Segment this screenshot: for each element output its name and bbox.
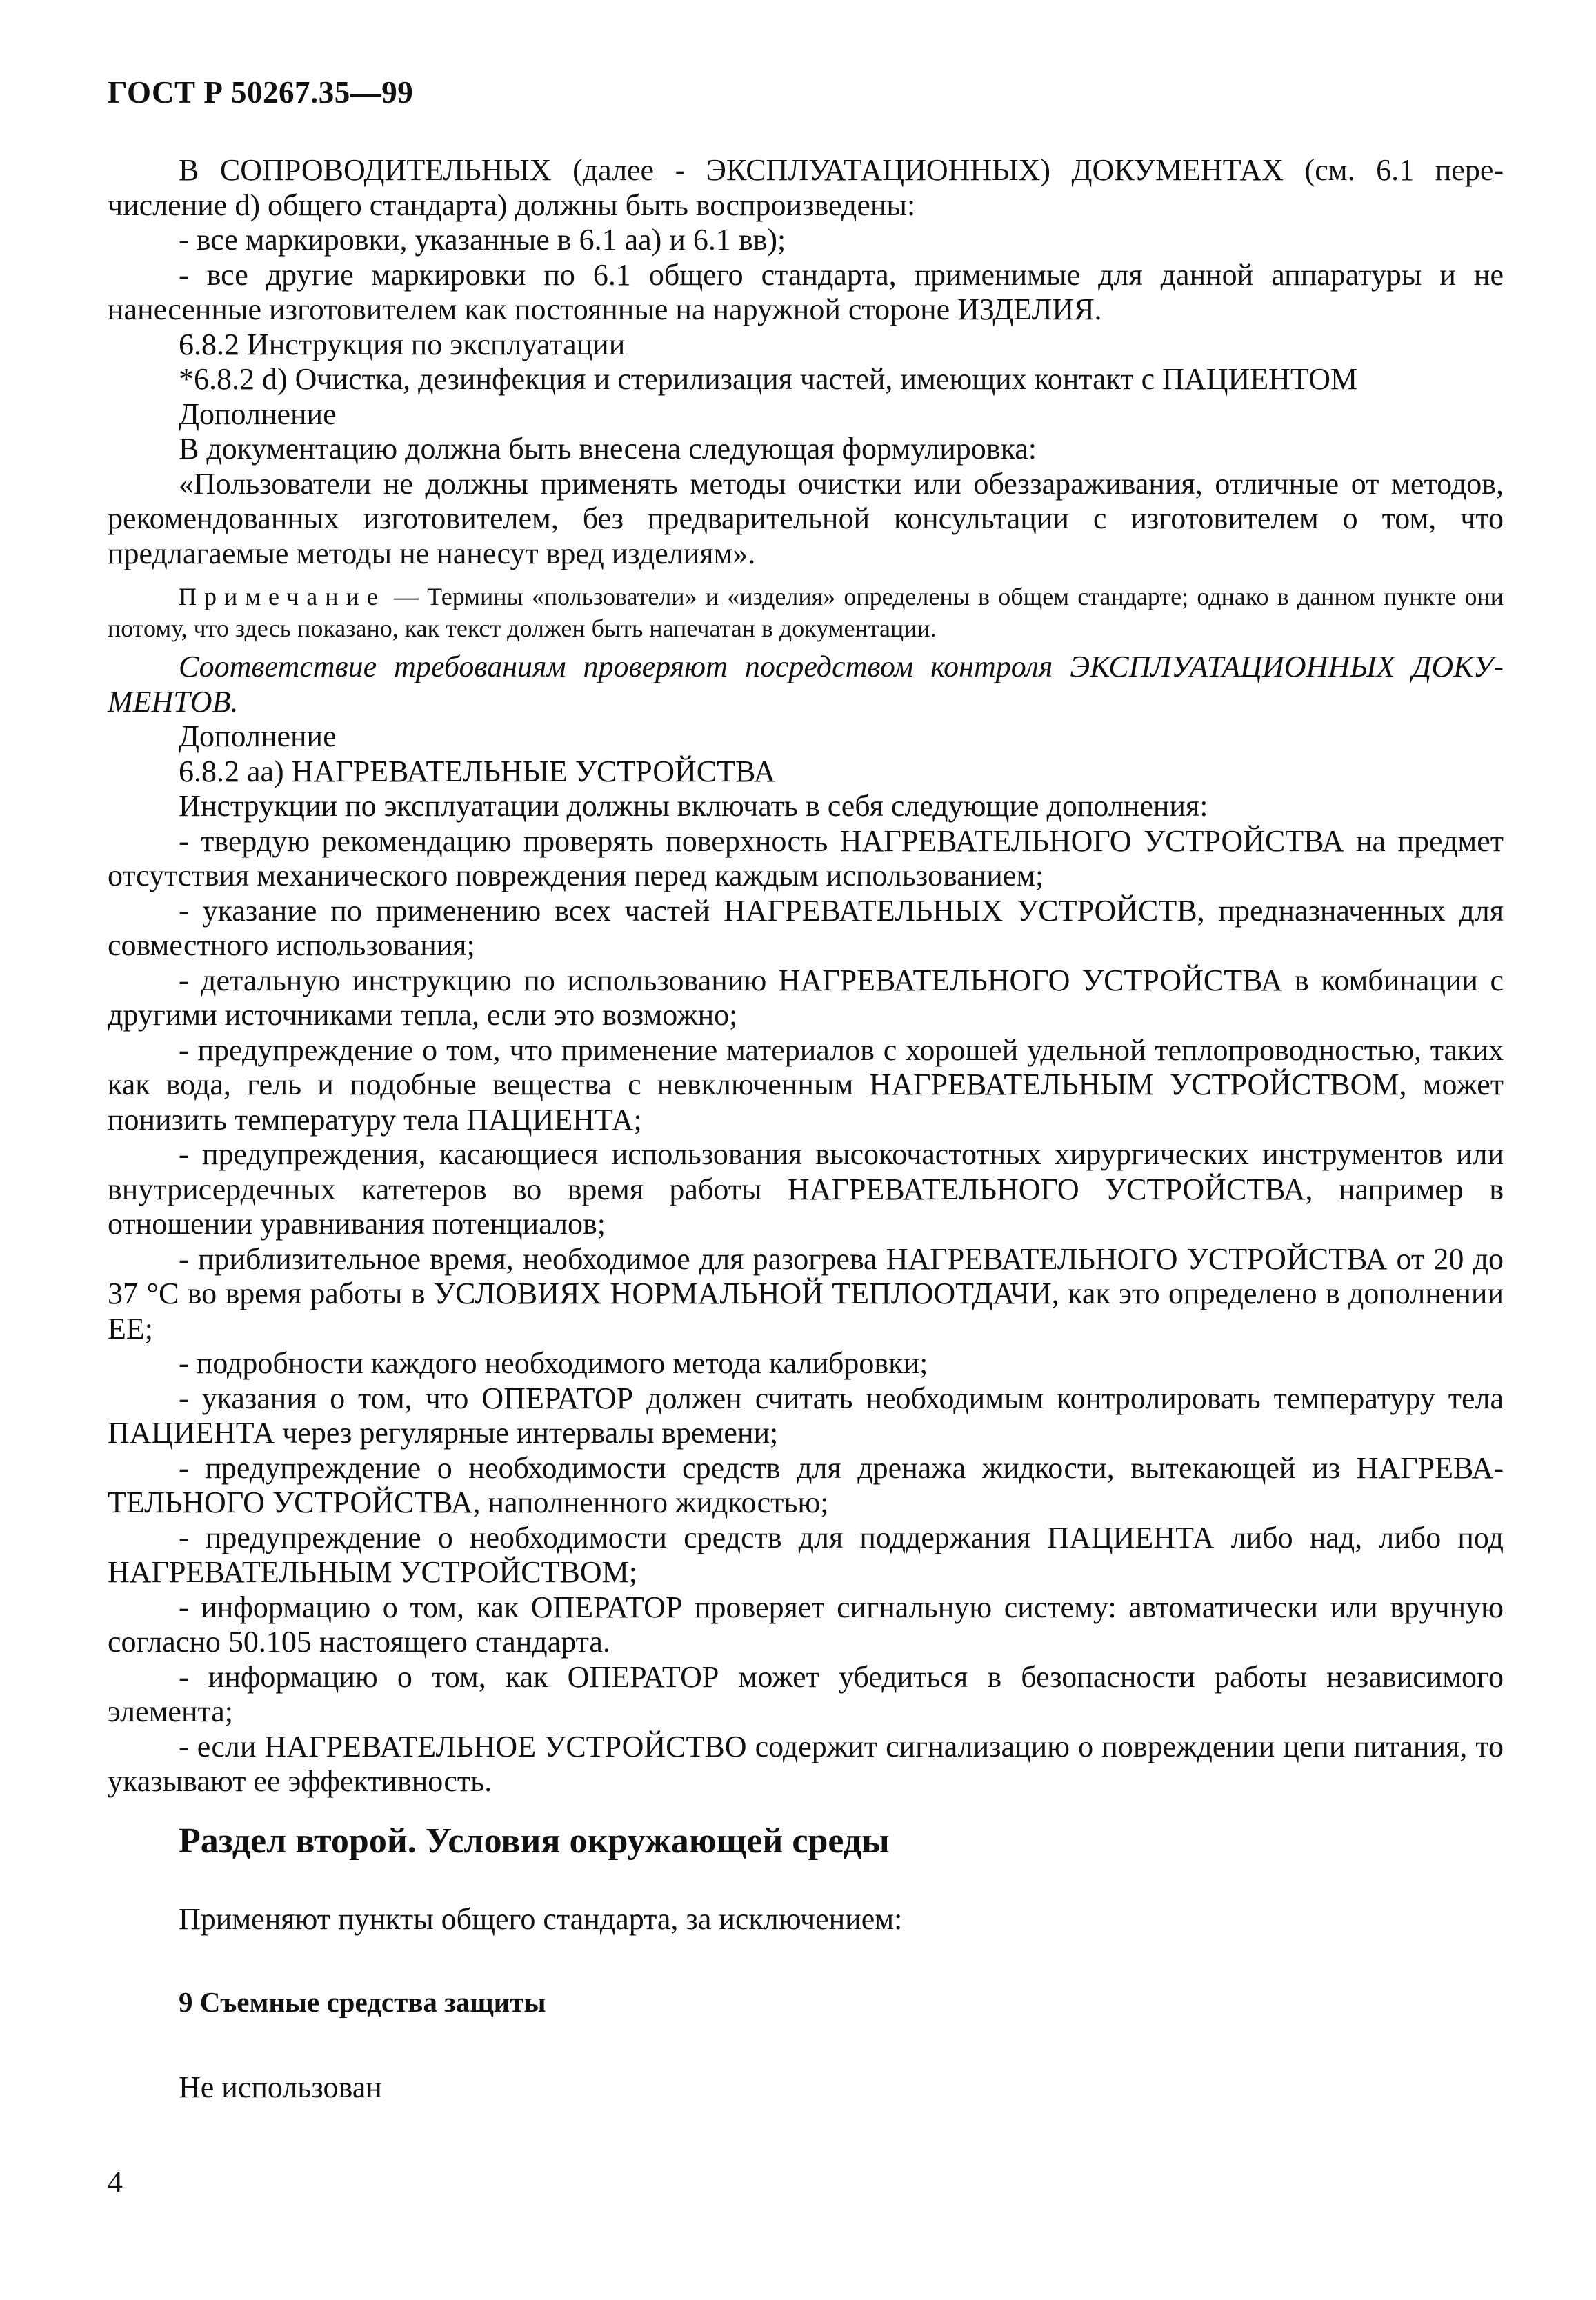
note-label: Примечание [179, 583, 386, 610]
list-item: - детальную инструкцию по использованию НАГРЕВАТЕЛЬНОГО УСТРОЙСТВА в комбинации с другими источниками тепла, если это возможно; [108, 963, 1504, 1032]
list-item: - предупреждения, касающиеся использования высокочастотных хирургических инструментов или внутрисердечных катетеров во время работы НАГРЕВАТЕЛЬНОГО УСТРОЙСТВА, например в отношении уравнивания потенциалов; [108, 1137, 1504, 1241]
paragraph: *6.8.2 d) Очистка, дезинфекция и стерилизация частей, имеющих контакт с ПАЦИЕНТОМ [179, 362, 1358, 396]
paragraph: В СОПРОВОДИТЕЛЬНЫХ (далее - ЭКСПЛУАТАЦИОННЫХ) ДОКУМЕНТАХ (см. 6.1 перечисление d) общего стандарта) должны быть воспроизведены: [108, 153, 1504, 222]
paragraph: «Пользователи не должны применять методы очистки или обеззараживания, отличные от методов, рекомендованных изготовителем, без предварительной консультации с изготовителем о том, что предлагаемые методы не нанесут вред изделиям». [108, 466, 1504, 570]
paragraph: В документацию должна быть внесена следующая формулировка: [179, 432, 1037, 466]
section-title: Раздел второй. Условия окружающей среды [179, 1821, 890, 1861]
document-body [108, 153, 1504, 1799]
list-item: - предупреждение о необходимости средств для дренажа жидкости, вытекающей из НАГРЕВАТЕЛЬНОГО УСТРОЙСТВА, наполненного жидкостью; [108, 1450, 1504, 1519]
list-item: - предупреждение о необходимости средств для поддержания ПАЦИЕНТА либо над, либо под НАГРЕВАТЕЛЬНЫМ УСТРОЙСТВОМ; [108, 1520, 1504, 1589]
list-item: - если НАГРЕВАТЕЛЬНОЕ УСТРОЙСТВО содержит сигнализацию о повреждении цепи питания, то указывают ее эффективность. [108, 1729, 1504, 1798]
list-item: - приблизительное время, необходимое для разогрева НАГРЕВАТЕЛЬНОГО УСТРОЙСТВА от 20 до 37 °С во время работы в УСЛОВИЯХ НОРМАЛЬНОЙ ТЕПЛООТДАЧИ, как это определено в дополнении ЕЕ; [108, 1241, 1504, 1346]
paragraph: Инструкции по эксплуатации должны включать в себя следующие дополнения: [179, 789, 1208, 823]
note [108, 581, 1504, 644]
paragraph: 6.8.2 аа) НАГРЕВАТЕЛЬНЫЕ УСТРОЙСТВА [179, 754, 776, 788]
list-item: - указание по применению всех частей НАГРЕВАТЕЛЬНЫХ УСТРОЙСТВ, предназначенных для совместного использования; [108, 893, 1504, 962]
page-number: 4 [108, 2165, 123, 2199]
compliance-statement: Соответствие требованиям проверяют посредством контроля ЭКСПЛУАТАЦИОННЫХ ДОКУМЕНТОВ. [108, 650, 1504, 719]
list-item: - указания о том, что ОПЕРАТОР должен считать необходимым контролировать температуру тела ПАЦИЕНТА через регулярные интервалы времени; [108, 1381, 1504, 1450]
paragraph: - все другие маркировки по 6.1 общего стандарта, применимые для данной аппаратуры и не нанесенные изготовителем как постоянные на наружной стороне ИЗДЕЛИЯ. [108, 257, 1504, 326]
clause-title: 9 Съемные средства защиты [179, 1986, 546, 2018]
list-item: - подробности каждого необходимого метода калибровки; [179, 1346, 928, 1380]
list-item: - предупреждение о том, что применение материалов с хорошей удельной теплопроводностью, таких как вода, гель и подобные вещества с невключенным НАГРЕВАТЕЛЬНЫМ УСТРОЙСТВОМ, может понизить температуру тела ПАЦИЕНТА; [108, 1032, 1504, 1137]
paragraph: Дополнение [179, 719, 337, 753]
paragraph: Дополнение [179, 397, 337, 431]
standard-header: ГОСТ Р 50267.35—99 [108, 75, 414, 110]
list-item: - твердую рекомендацию проверять поверхность НАГРЕВАТЕЛЬНОГО УСТРОЙСТВА на предмет отсутствия механического повреждения перед каждым использованием; [108, 823, 1504, 892]
section-intro: Применяют пункты общего стандарта, за исключением: [179, 1902, 903, 1936]
note-text: — Термины «пользователи» и «изделия» определены в общем стандарте; однако в данном пункте они потому, что здесь показано, как текст должен быть напечатан в документации. [108, 583, 1504, 642]
paragraph: 6.8.2 Инструкция по эксплуатации [179, 327, 626, 361]
clause-text: Не использован [179, 2070, 382, 2104]
paragraph: - все маркировки, указанные в 6.1 аа) и 6.1 вв); [179, 223, 786, 257]
list-item: - информацию о том, как ОПЕРАТОР может убедиться в безопасности работы независимого элемента; [108, 1659, 1504, 1728]
list-item: - информацию о том, как ОПЕРАТОР проверяет сигнальную систему: автоматически или вручную согласно 50.105 настоящего стандарта. [108, 1590, 1504, 1659]
